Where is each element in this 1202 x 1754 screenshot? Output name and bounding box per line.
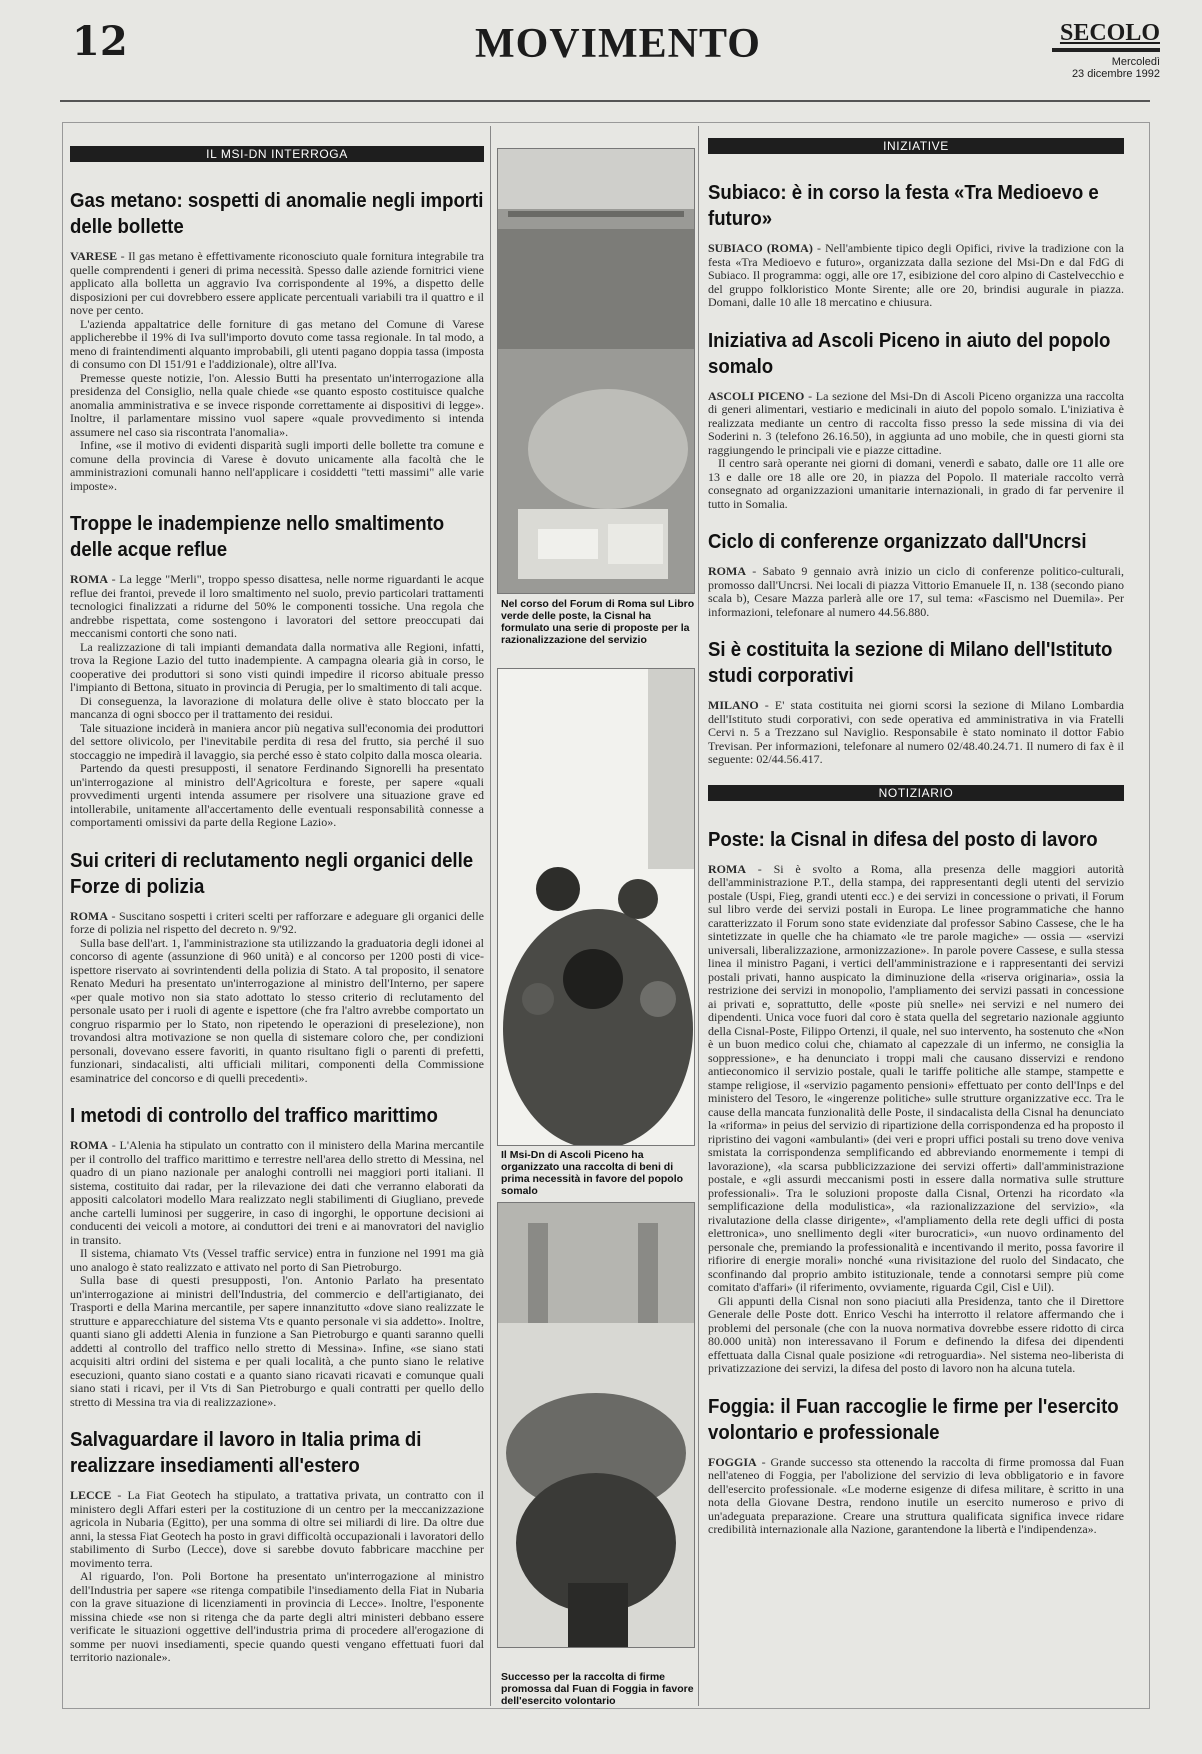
article-body: ROMA - L'Alenia ha stipulato un contratto con il ministero della Marina mercantile per il controllo del traffico marittimo e terrestre nell'area dello stretto di Messina, nel quadro di un piano nazionale per analoghi controlli nei maggiori porti italiani. Il sistema, costituito dai radar, per la rilevazione dei dati che verranno elaborati da appositi calcolatori modello Mara realizzato negli stabilimenti di Giugliano, prevede anche cartelli luminosi per suggerire, in caso di ingorghi, le opportune decisioni ai conducenti dei veicoli a motore, ai conduttori dei treni e ai manovratori del naviglio in transito. Il sistema, chiamato Vts (Vessel traffic service) entra in funzione nel 1991 ma già uno analogo è stato realizzato e attivato nel porto di San Pietroburgo. Sulla base di questi presupposti, l'on. Antonio Parlato ha presentato un'interrogazione ai ministri dell'Industria, del commercio e dell'artigianato, dei Trasporti e della Marina mercantile, per sapere innanzitutto «dove siano realizzate le strutture e apparecchiature del sistema Vts e quanto personale vi sia addetto». Inoltre, quanti siano gli addetti Alenia in funzione a San Pietroburgo e quanti saranno quelli addetti al controllo del traffico nello stretto di Messina». Infine, «se siano stati acquisiti altri ordini del sistema e per quali località, a che punto siano le relative esecuzioni, quanto siano costati e a quanto siano ricavati ricavati e comunque quali siano stati i ricavi, per il Vts di San Pietroburgo e quali contratti per quello dello stretto di Messina tra via di realizzazione». [70, 1138, 484, 1409]
paragraph: Infine, «se il motivo di evidenti disparità sugli importi delle bollette tra comune e comune della provincia di Varese è dovuto unicamente alla facoltà che le amministrazioni comunali hanno nell'applicare i cosiddetti "tetti massimi" alle varie imposte». [70, 438, 484, 493]
article [70, 188, 484, 493]
issue-date: 23 dicembre 1992 [1071, 68, 1160, 80]
header-rule [60, 100, 1150, 102]
paragraph: Gli appunti della Cisnal non sono piaciuti alla Presidenza, tanto che il Direttore Generale delle Poste dott. Enrico Veschi ha interrotto il relatore affermando che i problemi del personale (che con la nuova normativa dovrebbe essere ridotto di circa 80.000 unità) non interessavano il Forum e definendo la difesa dei dipendenti effettuata dalla Cisnal quale posizione «di retroguardia». Nel sistema neo-liberista di privatizzazione dei servizi, la difesa del posto di lavoro non ha alcuna tutela. [708, 1293, 1124, 1375]
article-headline: Si è costituita la sezione di Milano dell'Istituto studi corporativi [708, 639, 1113, 687]
column-divider [698, 126, 699, 1706]
article-body: SUBIACO (ROMA) - Nell'ambiente tipico degli Opifici, rivive la tradizione con la festa «Tra Medioevo e futuro», organizzata dalla sezione del Msi-Dn e dal FdG di Subiaco. Il programma: oggi, alle ore 17, esibizione del coro alpino di Castelvecchio e del gruppo folkloristico Monte Sirente; alle ore 20, brindisi augurale in piazza. Domani, dalle 10 alle 18 mercatino e chiusura. [708, 241, 1124, 309]
dateline: SUBIACO (ROMA) [708, 241, 813, 255]
dateline: LECCE [70, 1488, 112, 1502]
article [70, 1103, 484, 1409]
article-headline: Sui criteri di reclutamento negli organici delle Forze di polizia [70, 849, 474, 898]
dateline: ASCOLI PICENO [708, 388, 805, 403]
dateline: VARESE [70, 249, 118, 263]
paragraph: L'Alenia ha stipulato un contratto con il ministero della Marina mercantile per il controllo del traffico marittimo e terrestre nell'area dello stretto di Messina, nel quadro di un piano nazionale per analoghi controlli nei maggiori porti italiani. Il sistema, costituito dai radar, per la rilevazione dei dati che verranno elaborati da appositi calcolatori modello Mara realizzato negli stabilimenti di Giugliano, prevede anche cartelli luminosi per suggerire, in caso di ingorghi, le opportune decisioni ai conducenti dei veicoli a motore, ai conduttori dei treni e ai manovratori del naviglio in transito. [70, 1138, 484, 1247]
paragraph: La realizzazione di tali impianti demandata dalla normativa alle Regioni, infatti, trova la Regione Lazio del tutto inadempiente. A campagna olearia già in corso, le cooperative dei produttori si sono visti quindi impedire il ricorso abituale presso l'impianto di Bettona, situato in provincia di Perugia, per lo smaltimento di tali acque. [70, 639, 484, 694]
article-body: ROMA - Si è svolto a Roma, alla presenza delle maggiori autorità dell'amministrazione P.T., della stampa, dei rappresentanti degli utenti del servizio postale (Uspi, Fieg, grandi utenti ecc.) e dei servizi in concessione o privati, il Forum sul libro verde dei servizi postali in Europa. Le linee programmatiche che hanno caratterizzato il Forum sono state evidenziate dal professor Sabino Cassese, che le ha sintetizzate in quelle che ha chiamato «le tre parole magiche» — ossia — «servizi universali, liberalizzazione, armonizzazione». In parole povere Cassese, e sulla stessa linea il ministro Pagani, i vertici dell'amministrazione e i rappresentanti dei servizi postali privati, hanno auspicato la diminuzione della «riserva originaria», ossia la restrizione dei servizi in monopolio, l'ampliamento dei servizi passati in concessione ai privati e, soprattutto, delle «poste più snelle» nei servizi e nel numero dei dipendenti. Unica voce fuori dal coro è stata quella del segretario nazionale aggiunto della Cisnal-Poste, Filippo Ortenzi, il quale, nel suo intervento, ha sostenuto che «Non è un buon medico colui che, chiamato al capezzale di un infermo, ne consiglia la soppressione», e ha denunciato i troppi mali che causano disservizi e rendono antieconomico il servizio postale, quali le tariffe politiche alle stampe, stampette e stampe religiose, il «servizio pagamento pensioni» effettuato per conto dell'Inps e del ministero del Tesoro, le «ingerenze politiche» sulle strutture organizzative ecc. Tra le cause della mancata funzionalità delle Poste, il sindacalista della Cisnal ha denunciato la «riforma» in peius del servizio di ripartizione della corrispondenza ed ha proposto il ripristino dei vagoni «ambulanti» (dei veri e propri uffici postali su treno dove veniva smistata la corrispondenza semplificando ed abbreviando enormemente i tempi di lavorazione), «la scarsa pubblicizzazione dei servizi offerti» dall'amministrazione postale, e «gli assurdi meccanismi posti in essere dalla normativa sulle strutture professionali». Tra le soluzioni proposte dalla Cisnal, Ortenzi ha ricordato «la semplificazione della modulistica», «la razionalizzazione del servizio», «la rivalutazione della classe dirigente», «l'ampliamento della rete degli uffici di posta elettronica», uno snellimento degli «iter burocratici», «un nuovo ordinamento del personale che, premiando la professionalità e incentivando il merito, possa favorire il rifiorire di energie morali» nonché «una rivisitazione del ruolo del Sindacato, che sconfinando dal proprio ambito istituzionale, tende a connotarsi sempre più come comitato d'affari» (il riferimento, ovviamente, riguarda Cgil, Cisl e Uil). Gli appunti della Cisnal non sono piaciuti alla Presidenza, tanto che il Direttore Generale delle Poste dott. Enrico Veschi ha interrotto il relatore affermando che i problemi del personale (che con la nuova normativa dovrebbe essere ridotto di circa 80.000 unità) non interessavano il Forum e definendo la difesa dei dipendenti effettuata dalla Cisnal quale posizione «di retroguardia». Nel sistema neo-liberista di privatizzazione dei servizi, la difesa del posto di lavoro non ha alcuna tutela. [708, 861, 1124, 1375]
section-label: INIZIATIVE [708, 138, 1124, 154]
article-headline: Subiaco: è in corso la festa «Tra Medioevo e futuro» [708, 182, 1099, 230]
photo-caption: Il Msi-Dn di Ascoli Piceno ha organizzato una raccolta di beni di prima necessità in favore del popolo somalo [501, 1149, 684, 1197]
paragraph: Grande successo sta ottenendo la raccolta di firme promossa dal Fuan nell'ateneo di Foggia, per l'abolizione del servizio di leva obbligatorio e in favore dell'esercito professionale. «Le moderne esigenze di difesa militare, è scritto in una nota della Giovane Destra, rendono inutile un esercito numeroso e privo di un'adeguata preparazione. Creare una struttura qualificata significa invece ridare credibilità internazionale alla Nazione, garantendone la libertà e l'indipendenza». [708, 1454, 1124, 1536]
masthead-bar [1052, 48, 1160, 52]
photo-soldiers [497, 1202, 695, 1648]
dateline: FOGGIA [708, 1454, 757, 1469]
column-divider [490, 126, 491, 1706]
masthead [1010, 20, 1160, 80]
section-label: NOTIZIARIO [708, 785, 1124, 801]
article-body: FOGGIA - Grande successo sta ottenendo la raccolta di firme promossa dal Fuan nell'ateneo di Foggia, per l'abolizione del servizio di leva obbligatorio e in favore dell'esercito professionale. «Le moderne esigenze di difesa militare, è scritto in una nota della Giovane Destra, rendono inutile un esercito numeroso e privo di un'adeguata preparazione. Creare una struttura qualificata significa invece ridare credibilità internazionale alla Nazione, garantendone la libertà e l'indipendenza». [708, 1454, 1124, 1536]
paragraph: Tale situazione inciderà in maniera ancor più negativa sull'economia dei produttori del settore olivicolo, per l'inevitabile perdita di resa del frutto, sia perché il suo stoccaggio ne impedirà il lavaggio, sia perché esso è stato colpito dalla mosca olearia. [70, 720, 484, 762]
section-label: IL MSI-DN INTERROGA [70, 146, 484, 162]
article-headline: Ciclo di conferenze organizzato dall'Uncrsi [708, 531, 1087, 553]
masthead-logo: SECOLO [1059, 20, 1160, 46]
photo-caption: Nel corso del Forum di Roma sul Libro verde delle poste, la Cisnal ha formulato una serie di proposte per la razionalizzazione del servizio [501, 598, 695, 646]
page-number: 12 [72, 18, 128, 65]
article-body: VARESE - Il gas metano è effettivamente riconosciuto quale fornitura integrabile tra quelle comprendenti i generi di prima necessità. Spesso dalle aziende fornitrici viene applicato alla bolletta un aggravio Iva corrispondente al 19%, a dispetto delle disposizioni per cui dovrebbero essere applicate percentuali variabili tra il quattro e il nove per cento. L'azienda appaltatrice delle forniture di gas metano del Comune di Varese applicherebbe il 19% di Iva sull'importo dovuto come tassa regionale. In tal modo, a meno di fraintendimenti alquanto improbabili, gli utenti pagano doppia tassa (imposta di consumo con Dl 151/91 e l'addizionale), oltre all'Iva. Premesse queste notizie, l'on. Alessio Butti ha presentato un'interrogazione alla presidenza del Consiglio, nella quale chiede «se quanto esposto costituisce qualche anomalia amministrativa e se invece risponde correttamente ai dispositivi di legge». Inoltre, il parlamentare missino vuol sapere «quale provvedimento si intenda assumere nel caso sia riscontrata l'anomalia». Infine, «se il motivo di evidenti disparità sugli importi delle bollette tra comune e comune della provincia di Varese è dovuto unicamente alla facoltà che le amministrazioni comunali hanno nell'applicare i cosiddetti "tetti massimi" alle varie imposte». [70, 249, 484, 493]
article-headline: Troppe le inadempienze nello smaltimento delle acque reflue [70, 513, 445, 561]
paragraph: Sabato 9 gennaio avrà inizio un ciclo di conferenze politico-culturali, promosso dall'Uncrsi. Nei locali di piazza Vittorio Emanuele II, n. 138 (secondo piano scala b), Cesare Mazza parlerà alle ore 17, sul tema: «Fascismo nel Duemila». Per informazioni, telefonare al numero 44.56.880. [708, 564, 1124, 619]
paragraph: Si è svolto a Roma, alla presenza delle maggiori autorità dell'amministrazione P.T., della stampa, dei rappresentanti degli utenti del servizio postale (Uspi, Fieg, grandi utenti ecc.) e dei servizi in concessione o privati, il Forum sul libro verde dei servizi postali in Europa. Le linee programmatiche che hanno caratterizzato il Forum sono state evidenziate dal professor Sabino Cassese, che le ha sintetizzate in quelle che ha chiamato «le tre parole magiche» — ossia — «servizi universali, liberalizzazione, armonizzazione». In parole povere Cassese, e sulla stessa linea il ministro Pagani, i vertici dell'amministrazione e i rappresentanti dei servizi postali privati, hanno auspicato la diminuzione della «riserva originaria», ossia la restrizione dei servizi in monopolio, l'ampliamento dei servizi passati in concessione ai privati e, soprattutto, delle «poste più snelle» nei servizi e nel numero dei dipendenti. Unica voce fuori dal coro è stata quella del segretario nazionale aggiunto della Cisnal-Poste, Filippo Ortenzi, il quale, nel suo intervento, ha sostenuto che «Non è un buon medico colui che, chiamato al capezzale di un infermo, ne consiglia la soppressione», e ha denunciato i troppi mali che causano disservizi e rendono antieconomico il servizio postale, quali le tariffe politiche alle stampe, stampette e stampe religiose, il «servizio pagamento pensioni» effettuato per conto dell'Inps e del ministero del Tesoro, le «ingerenze politiche» sulle strutture organizzative ecc. Tra le cause della mancata funzionalità delle Poste, il sindacalista della Cisnal ha denunciato la «riforma» in peius del servizio di ripartizione della corrispondenza ed ha proposto il ripristino dei vagoni «ambulanti» (dei veri e propri uffici postali su treno dove veniva smistata la corrispondenza semplificando ed abbreviando enormemente i tempi di lavorazione), «la scarsa pubblicizzazione dei servizi offerti» dall'amministrazione postale, e «gli assurdi meccanismi posti in essere dalla normativa sulle strutture professionali». Tra le soluzioni proposte dalla Cisnal, Ortenzi ha ricordato «la semplificazione della modulistica», «la razionalizzazione del servizio», «la rivalutazione della classe dirigente», «l'ampliamento della rete degli uffici di posta elettronica», uno snellimento degli «iter burocratici», «un nuovo ordinamento del personale che, premiando la professionalità e incentivando il merito, possa favorire il rifiorire di energie morali» nonché «una rivisitazione del ruolo del Sindacato, che sconfinando dal proprio ambito istituzionale, tende a connotarsi sempre più come comitato d'affari» (il riferimento, ovviamente, riguarda Cgil, Cisl e Uil). [708, 861, 1124, 1294]
article-body: ROMA - La legge "Merli", troppo spesso disattesa, nelle norme riguardanti le acque reflue dei frantoi, prevede il loro smaltimento nel suolo, previo particolari trattamenti tecnologici finalizzati a ridurne del 50% le componenti tossiche. Una regola che andrebbe rispettata, come sostengono i lavoratori del settore preoccupati dai meccanismi contorti che sono nati. La realizzazione di tali impianti demandata dalla normativa alle Regioni, infatti, trova la Regione Lazio del tutto inadempiente. A campagna olearia già in corso, le cooperative dei produttori si sono visti quindi impedire il ricorso abituale presso l'impianto di Bettona, situato in provincia di Perugia, per lo smaltimento di tali acque. Di conseguenza, la lavorazione di molatura delle olive è stato bloccato per la mancanza di ogni sbocco per il trattamento dei residui. Tale situazione inciderà in maniera ancor più negativa sull'economia dei produttori del settore olivicolo, per l'inevitabile perdita di resa del frutto, sia perché il suo stoccaggio ne impedirà il lavaggio, sia perché esso è stato colpito dalla mosca olearia. Partendo da questi presupposti, il senatore Ferdinando Signorelli ha presentato un'interrogazione al ministro dell'Agricoltura e foreste, per sapere «quali provvedimenti urgenti intenda assumere per risolvere una situazione grave ed intollerabile, unitamente all'accertamento delle eventuali responsabilità connesse a comportamenti omissivi da parte della Regione Lazio». [70, 572, 484, 829]
dateline: ROMA [70, 1138, 108, 1152]
paragraph: Il centro sarà operante nei giorni di domani, venerdì e sabato, dalle ore 11 alle ore 13 e dalle ore 18 alle ore 20, in piazza del Popolo. Il materiale raccolto verrà consegnato ad organizzazioni umanitarie internazionali, in grado di far pervenire il tutto in Somalia. [708, 456, 1124, 511]
article [708, 180, 1124, 310]
article [70, 848, 484, 1086]
photo-caption: Successo per la raccolta di firme promossa dal Fuan di Foggia in favore dell'esercito volontario [501, 1671, 694, 1707]
article-headline: Poste: la Cisnal in difesa del posto di lavoro [708, 828, 1098, 851]
article-headline: I metodi di controllo del traffico marittimo [70, 1105, 438, 1127]
article [708, 529, 1124, 619]
article [708, 827, 1124, 1376]
photo-forum [497, 148, 695, 594]
paragraph: Il sistema, chiamato Vts (Vessel traffic service) entra in funzione nel 1991 ma già uno analogo è stato realizzato e attivato nel porto di San Pietroburgo. [70, 1246, 484, 1274]
article [70, 511, 484, 830]
article-headline: Foggia: il Fuan raccoglie le firme per l'esercito volontario e professionale [708, 1395, 1119, 1444]
paragraph: Sulla base di questi presupposti, l'on. Antonio Parlato ha presentato un'interrogazione ai ministri dell'Industria, del commercio e dell'artigianato, dei Trasporti e della Marina mercantile, per sapere innanzitutto «dove siano realizzate le strutture e apparecchiature del sistema Vts e quanto personale vi sia addetto». Inoltre, quanti siano gli addetti Alenia in funzione a San Pietroburgo e quanti saranno quelli addetti al controllo del traffico nello stretto di Messina». Infine, «se siano stati acquisiti altri ordini del sistema e per quali località, a che punto siano le relative esecuzioni, quanto siano costati e a quanto siano ricavati ricavati e comunque quali siano stati i ricavi, per il Vts di San Pietroburgo e quali contratti per quello dello stretto di Messina tra via di realizzazione». [70, 1273, 484, 1409]
paragraph: La sezione del Msi-Dn di Ascoli Piceno organizza una raccolta di generi alimentari, vestiario e medicinali in aiuto del popolo somalo. L'iniziativa è realizzata mediante un centro di raccolta fisso presso la sede missina di via dei Soderini n. 3 (telefono 26.16.50), in aggiunta ad uno mobile, che in questi giorni sta raggiungendo le principali vie e piazze cittadine. [708, 388, 1124, 457]
dateline: ROMA [708, 861, 746, 876]
paragraph: Suscitano sospetti i criteri scelti per rafforzare e adeguare gli organici delle forze di polizia nel rispetto del decreto n. 9/'92. [70, 908, 484, 936]
article [708, 637, 1124, 767]
paragraph: E' stata costituita nei giorni scorsi la sezione di Milano Lombardia dell'Istituto studi corporativi, con sede operativa ed amministrativa in via Fratelli Cervi n. 5 a Trezzano sul Naviglio. Responsabile è stato nominato il dottor Fabio Trevisan. Per informazioni, telefonare al numero 02/48.40.24.71. Il numero di fax è il seguente: 02/44.56.417. [708, 698, 1124, 766]
paragraph: L'azienda appaltatrice delle forniture di gas metano del Comune di Varese applicherebbe il 19% di Iva sull'importo dovuto come tassa regionale. In tal modo, a meno di fraintendimenti alquanto improbabili, gli utenti pagano doppia tassa (imposta di consumo con Dl 151/91 e l'addizionale), oltre all'Iva. [70, 316, 484, 371]
paragraph: Partendo da questi presupposti, il senatore Ferdinando Signorelli ha presentato un'interrogazione al ministro dell'Agricoltura e foreste, per sapere «quali provvedimenti urgenti intenda assumere per risolvere una situazione grave ed intollerabile, unitamente all'accertamento delle eventuali responsabilità connesse a comportamenti omissivi da parte della Regione Lazio». [70, 761, 484, 829]
dateline: ROMA [70, 908, 108, 923]
article-body: ROMA - Sabato 9 gennaio avrà inizio un ciclo di conferenze politico-culturali, promosso dall'Uncrsi. Nei locali di piazza Vittorio Emanuele II, n. 138 (secondo piano scala b), Cesare Mazza parlerà alle ore 17, sul tema: «Fascismo nel Duemila». Per informazioni, telefonare al numero 44.56.880. [708, 564, 1124, 619]
paragraph: La legge "Merli", troppo spesso disattesa, nelle norme riguardanti le acque reflue dei frantoi, prevede il loro smaltimento nel suolo, previo particolari trattamenti tecnologici finalizzati a ridurne del 50% le componenti tossiche. Una regola che andrebbe rispettata, come sostengono i lavoratori del settore preoccupati dai meccanismi contorti che sono nati. [70, 572, 484, 640]
paragraph: Di conseguenza, la lavorazione di molatura delle olive è stato bloccato per la mancanza di ogni sbocco per il trattamento dei residui. [70, 693, 484, 721]
paragraph: Il gas metano è effettivamente riconosciuto quale fornitura integrabile tra quelle comprendenti i generi di prima necessità. Spesso dalle aziende fornitrici viene applicato alla bolletta un aggravio Iva corrispondente al 19%, a dispetto delle disposizioni per cui dovrebbero essere applicate percentuali variabili tra il quattro e il nove per cento. [70, 249, 484, 317]
article [70, 1427, 484, 1665]
article-body: ASCOLI PICENO - La sezione del Msi-Dn di Ascoli Piceno organizza una raccolta di generi alimentari, vestiario e medicinali in aiuto del popolo somalo. L'iniziativa è realizzata mediante un centro di raccolta fisso presso la sede missina di via dei Soderini n. 3 (telefono 26.16.50), in aggiunta ad uno mobile, che in questi giorni sta raggiungendo le principali vie e piazze cittadine. Il centro sarà operante nei giorni di domani, venerdì e sabato, dalle ore 11 alle ore 13 e dalle ore 18 alle ore 20, in piazza del Popolo. Il materiale raccolto verrà consegnato ad organizzazioni umanitarie internazionali, in grado di far pervenire il tutto in Somalia. [708, 388, 1124, 511]
dateline: ROMA [708, 564, 746, 578]
dateline: ROMA [70, 572, 108, 586]
paragraph: Al riguardo, l'on. Poli Bortone ha presentato un'interrogazione al ministro dell'Industria per sapere «se ritenga compatibile l'insediamento della Fiat in Nubaria con la grave situazione di licenziamenti in provincia di Lecce». Inoltre, l'esponente missina chiede «se non si ritenga che da parte degli altri ministeri debbano essere verificate le situazioni oggettive dell'industria prima di procedere all'erogazione di somme per nuovi insediamenti, specie quando questi vengano effettuati fuori dal territorio nazionale». [70, 1569, 484, 1664]
article [708, 328, 1124, 512]
paragraph: Nell'ambiente tipico degli Opifici, rivive la tradizione con la festa «Tra Medioevo e futuro», organizzata dalla sezione del Msi-Dn e dal FdG di Subiaco. Il programma: oggi, alle ore 17, esibizione del coro alpino di Castelvecchio e del gruppo folkloristico Monte Sirente; alle ore 20, brindisi augurale in piazza. Domani, dalle 10 alle 18 mercatino e chiusura. [708, 241, 1124, 309]
article-body: ROMA - Suscitano sospetti i criteri scelti per rafforzare e adeguare gli organici delle forze di polizia nel rispetto del decreto n. 9/'92. Sulla base dell'art. 1, l'amministrazione sta utilizzando la graduatoria degli idonei al concorso di agente (assunzione di 960 unità) e al concorso per 1200 posti di vice-ispettore riservato ai sovrintendenti della polizia di Stato. A tal proposito, il senatore Renato Meduri ha presentato un'interrogazione al ministro dell'Interno, per sapere «per quale motivo non sia stato adottato lo stesso criterio di reclutamento del personale usato per i ruoli di agente e ispettore (che fra l'altro avrebbe comportato un congruo risparmio per lo Stato, non ripetendo le operazioni di preselezione), non trovandosi altra motivazione se non quella di sistemare coloro che, per condizioni personali, dovevano essere favoriti, in quanto risultano figli o parenti di prefetti, funzionari, sindacalisti, alti ufficiali militari, componenti della Commissione esaminatrice del concorso e di quelli precedenti». [70, 908, 484, 1085]
issue-weekday: Mercoledì [1111, 56, 1160, 68]
left-column [70, 146, 484, 1702]
article [708, 1394, 1124, 1537]
photo-children [497, 668, 695, 1146]
article-headline: Iniziativa ad Ascoli Piceno in aiuto del popolo somalo [708, 329, 1111, 378]
paragraph: Sulla base dell'art. 1, l'amministrazione sta utilizzando la graduatoria degli idonei al concorso di agente (assunzione di 960 unità) e al concorso per 1200 posti di vice-ispettore riservato ai sovrintendenti della polizia di Stato. A tal proposito, il senatore Renato Meduri ha presentato un'interrogazione al ministro dell'Interno, per sapere «per quale motivo non sia stato adottato lo stesso criterio di reclutamento del personale usato per i ruoli di agente e ispettore (che fra l'altro avrebbe comportato un congruo risparmio per lo Stato, non ripetendo le operazioni di preselezione), non trovandosi altra motivazione se non quella di sistemare coloro che, per condizioni personali, dovevano essere favoriti, in quanto risultano figli o parenti di prefetti, funzionari, sindacalisti, alti ufficiali militari, componenti della Commissione esaminatrice del concorso e di quelli precedenti». [70, 935, 484, 1085]
article-body: MILANO - E' stata costituita nei giorni scorsi la sezione di Milano Lombardia dell'Istituto studi corporativi, con sede operativa ed amministrativa in via Fratelli Cervi n. 5 a Trezzano sul Naviglio. Responsabile è stato nominato il dottor Fabio Trevisan. Per informazioni, telefonare al numero 02/48.40.24.71. Il numero di fax è il seguente: 02/44.56.417. [708, 698, 1124, 766]
dateline: MILANO [708, 698, 759, 712]
article-body: LECCE - La Fiat Geotech ha stipulato, a trattativa privata, un contratto con il ministero degli Affari esteri per la costituzione di un centro per la meccanizzazione agricola in Nubaria (Egitto), per una somma di oltre sei miliardi di lire. Da oltre due anni, la stessa Fiat Geotech ha posto in gravi difficoltà occupazionali i lavoratori dello stabilimento di Surbo (Lecce), dove si sarebbe dovuto fabbricare macchine per movimento terra. Al riguardo, l'on. Poli Bortone ha presentato un'interrogazione al ministro dell'Industria per sapere «se ritenga compatibile l'insediamento della Fiat in Nubaria con la grave situazione di licenziamenti in provincia di Lecce». Inoltre, l'esponente missina chiede «se non si ritenga che da parte degli altri ministeri debbano essere verificate le situazioni oggettive dell'industria prima di procedere all'erogazione di somme per nuovi insediamenti, specie quando questi vengano effettuati fuori dal territorio nazionale». [70, 1488, 484, 1664]
right-column [708, 138, 1124, 1702]
article-headline: Salvaguardare il lavoro in Italia prima di realizzare insediamenti all'estero [70, 1429, 422, 1477]
article-headline: Gas metano: sospetti di anomalie negli importi delle bollette [70, 190, 484, 238]
paragraph: Premesse queste notizie, l'on. Alessio Butti ha presentato un'interrogazione alla presidenza del Consiglio, nella quale chiede «se quanto esposto costituisce qualche anomalia amministrativa e se invece risponde correttamente ai dispositivi di legge». Inoltre, il parlamentare missino vuol sapere «quale provvedimento si intenda assumere nel caso sia riscontrata l'anomalia». [70, 370, 484, 439]
paragraph: La Fiat Geotech ha stipulato, a trattativa privata, un contratto con il ministero degli Affari esteri per la costituzione di un centro per la meccanizzazione agricola in Nubaria (Egitto), per una somma di oltre sei miliardi di lire. Da oltre due anni, la stessa Fiat Geotech ha posto in gravi difficoltà occupazionali i lavoratori dello stabilimento di Surbo (Lecce), dove si sarebbe dovuto fabbricare macchine per movimento terra. [70, 1488, 484, 1570]
section-title: MOVIMENTO [475, 21, 761, 67]
